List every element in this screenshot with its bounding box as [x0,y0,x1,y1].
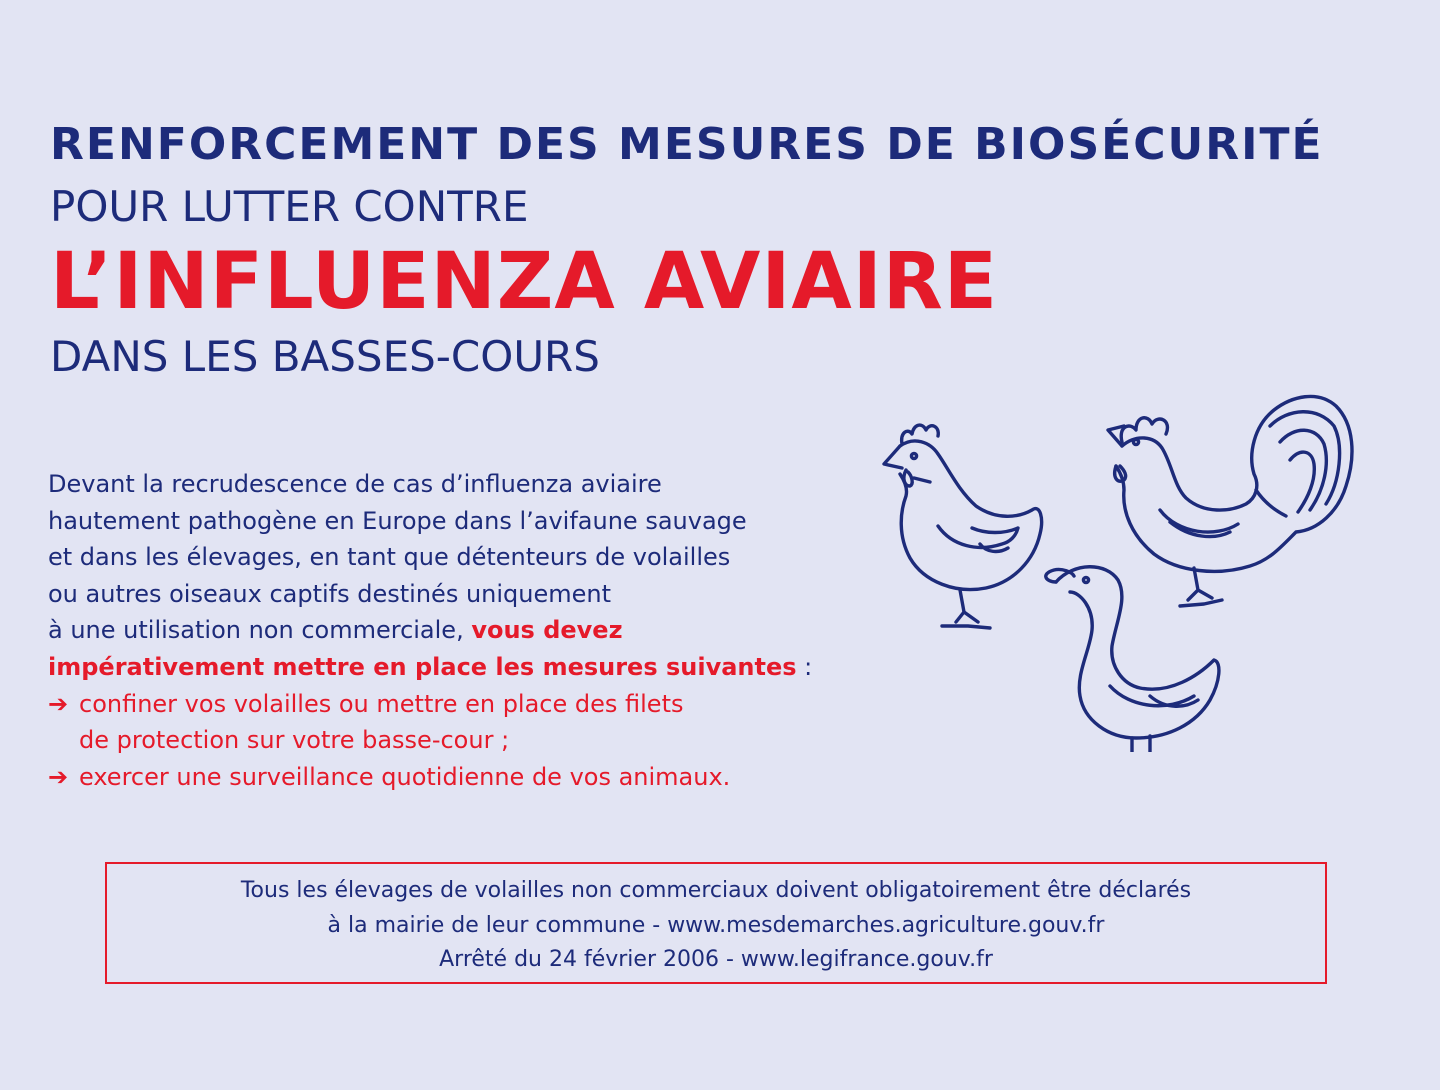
intro-line: Devant la recrudescence de cas d’influenza aviaire [48,470,662,498]
heading-line-basses-cours: DANS LES BASSES-COURS [50,332,600,381]
notice-box [105,862,1327,984]
intro-line: et dans les élevages, en tant que détenteurs de volailles [48,543,731,572]
measure-item-surveillance [48,759,868,796]
intro-line: hautement pathogène en Europe dans l’avifaune sauvage [48,506,747,535]
notice-line: Tous les élevages de volailles non commerciaux doivent obligatoirement être déclarés [240,878,1192,903]
intro-emphasis: vous devez [471,616,623,645]
heading [50,112,1390,386]
measures-list [48,686,868,796]
body-text [48,466,868,795]
heading-line-biosecurite: RENFORCEMENT DES MESURES DE BIOSÉCURITÉ [50,119,1324,170]
heading-line-influenza: L’INFLUENZA AVIAIRE [50,237,999,327]
intro-line [48,649,868,686]
arrow-right-icon: ➔ [48,689,69,718]
intro-line [48,612,868,649]
measure-text: de protection sur votre basse-cour ; [79,726,510,755]
measure-text: confiner vos volailles ou mettre en place des filets [79,689,684,718]
hen-icon [884,425,1042,628]
notice-line: Arrêté du 24 février 2006 - www.legifrance.gouv.fr [439,947,993,972]
heading-line-pour-lutter: POUR LUTTER CONTRE [50,182,529,231]
measure-item-confiner [48,686,868,759]
measure-text: exercer une surveillance quotidienne de vos animaux. [79,762,731,791]
intro-line-plain: à une utilisation non commerciale, [48,616,472,645]
rooster-icon [1108,396,1352,606]
intro-line: ou autres oiseaux captifs destinés uniquement [48,579,612,608]
poultry-illustration [878,386,1358,752]
intro-line-tail: : [796,652,813,681]
intro-emphasis: impérativement mettre en place les mesures suivantes [48,652,797,681]
arrow-right-icon: ➔ [48,762,69,791]
notice-line: à la mairie de leur commune - www.mesdemarches.agriculture.gouv.fr [327,912,1105,938]
